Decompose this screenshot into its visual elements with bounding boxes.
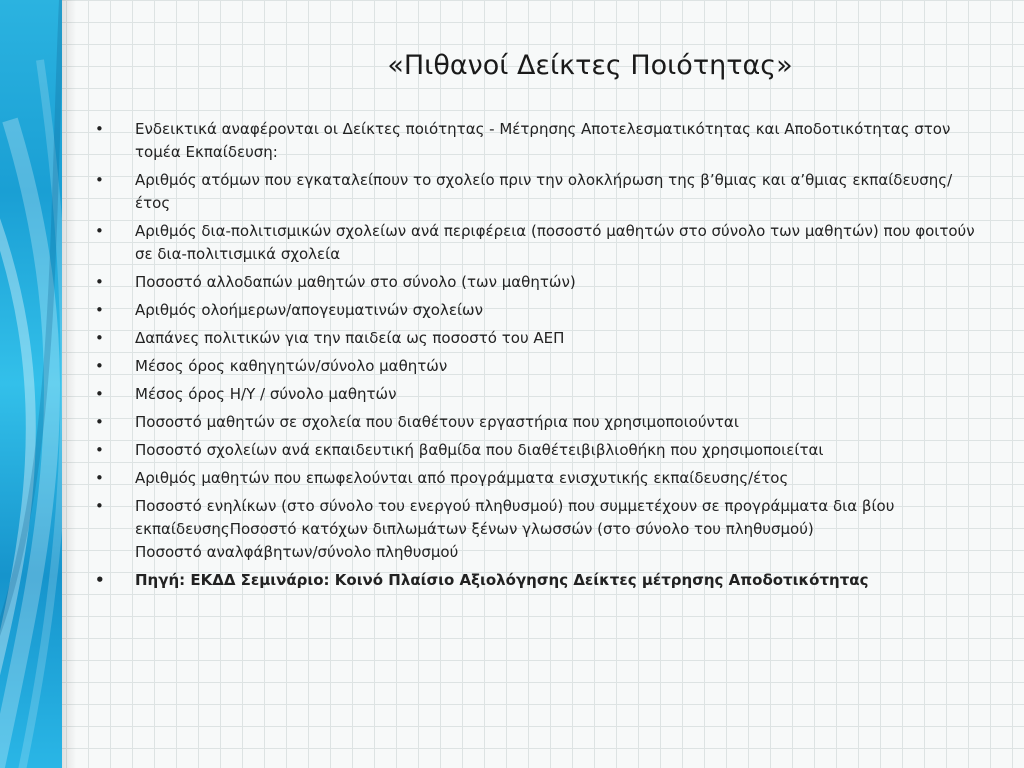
bullet-item: • Ενδεικτικά αναφέρονται οι Δείκτες ποιότητας - Μέτρησης Αποτελεσματικότητας και Αποδοτικότητας στον τομέα Εκπαίδευση: <box>95 118 985 164</box>
bullet-item: • Αριθμός δια-πολιτισμικών σχολείων ανά περιφέρεια (ποσοστό μαθητών στο σύνολο των μαθητών) που φοιτούν σε δια-πολιτισμικά σχολεία <box>95 220 985 266</box>
bullet-item: • Ποσοστό μαθητών σε σχολεία που διαθέτουν εργαστήρια που χρησιμοποιούνται <box>95 411 985 434</box>
bullet-item: • Ποσοστό σχολείων ανά εκπαιδευτική βαθμίδα που διαθέτειβιβλιοθήκη που χρησιμοποιείται <box>95 439 985 462</box>
decorative-side-band <box>0 0 62 768</box>
bullet-item: • Δαπάνες πολιτικών για την παιδεία ως ποσοστό του ΑΕΠ <box>95 327 985 350</box>
bullet-list <box>95 118 985 597</box>
bullet-item: • Αριθμός ατόμων που εγκαταλείπουν το σχολείο πριν την ολοκλήρωση της β’θμιας και α’θμιας εκπαίδευσης/έτος <box>95 169 985 215</box>
wave-decoration <box>0 0 62 768</box>
bullet-item: • Ποσοστό ενηλίκων (στο σύνολο του ενεργού πληθυσμού) που συμμετέχουν σε προγράμματα δια βίου εκπαίδευσηςΠοσοστό κατόχων διπλωμάτων ξένων γλωσσών (στο σύνολο του πληθυσμού) Ποσοστό αναλφάβητων/σύνολο πληθυσμού <box>95 495 985 564</box>
bullet-item: • Αριθμός ολοήμερων/απογευματινών σχολείων <box>95 299 985 322</box>
slide-title: «Πιθανοί Δείκτες Ποιότητας» <box>387 50 793 81</box>
bullet-item: • Μέσος όρος Η/Υ / σύνολο μαθητών <box>95 383 985 406</box>
bullet-item: • Ποσοστό αλλοδαπών μαθητών στο σύνολο (των μαθητών) <box>95 271 985 294</box>
source-citation: • Πηγή: ΕΚΔΔ Σεμινάριο: Κοινό Πλαίσιο Αξιολόγησης Δείκτες μέτρησης Αποδοτικότητας <box>95 569 985 592</box>
side-band-shadow <box>62 0 76 768</box>
bullet-item: • Μέσος όρος καθηγητών/σύνολο μαθητών <box>95 355 985 378</box>
bullet-item: • Αριθμός μαθητών που επωφελούνται από προγράμματα ενισχυτικής εκπαίδευσης/έτος <box>95 467 985 490</box>
